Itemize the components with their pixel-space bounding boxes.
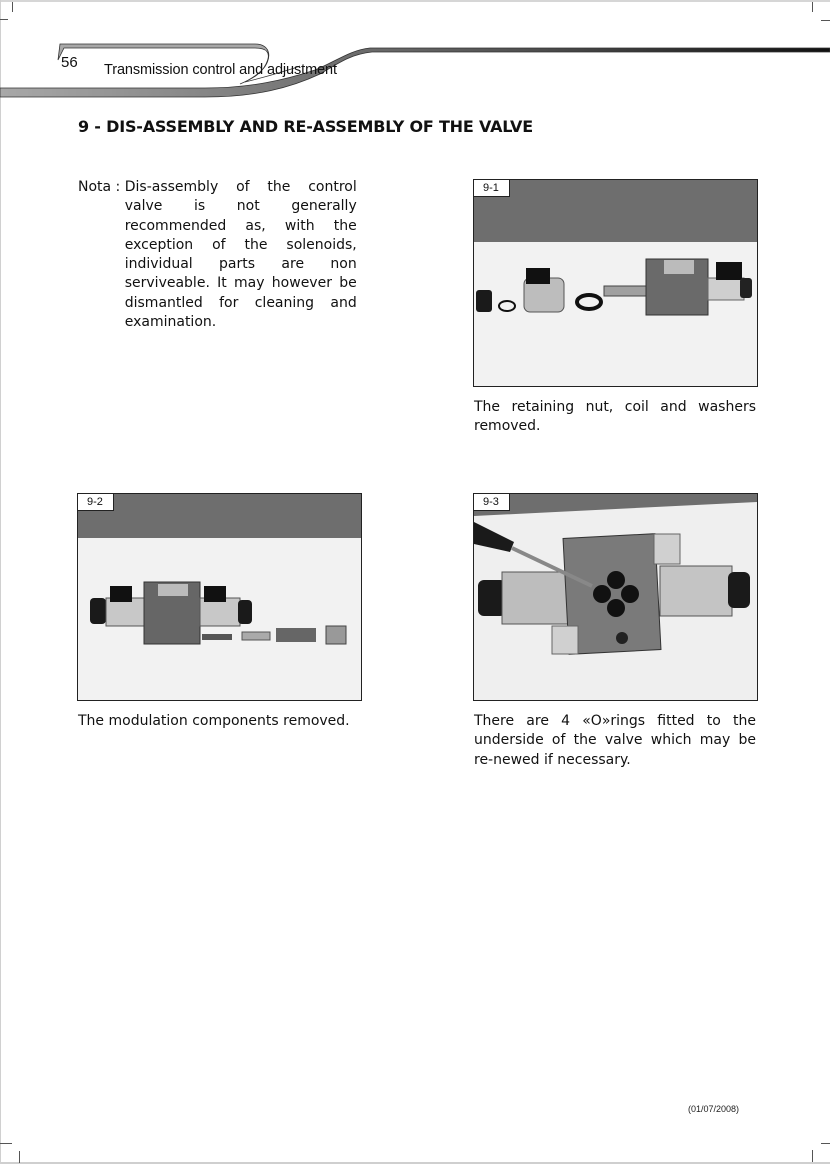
crop-mark-top-left-v: [12, 2, 13, 12]
figure-label: 9-1: [474, 180, 510, 197]
crop-mark-bottom-right-h: [821, 1143, 830, 1144]
figure-9-1-caption: The retaining nut, coil and washers removed.: [474, 399, 756, 435]
figure-9-2: [77, 493, 362, 701]
figure-label: 9-3: [474, 494, 510, 511]
figure-9-2-photo: [78, 494, 361, 700]
note-text: Dis-assembly of the control valve is not generally recommended as, with the exception of the solenoids, individual parts are non serviveable. It may however be dismantled for cleaning and examination.: [124, 179, 357, 331]
figure-9-3: [473, 493, 758, 701]
footer-date: (01/07/2008): [688, 1104, 740, 1114]
note-label: Nota :: [78, 179, 125, 195]
page-left-edge: [0, 0, 1, 1164]
figure-9-1: [473, 179, 758, 387]
crop-mark-top-left-h: [0, 19, 8, 20]
section-heading: 9 - DIS-ASSEMBLY AND RE-ASSEMBLY OF THE VALVE: [78, 117, 533, 136]
crop-mark-bottom-left-h: [0, 1143, 12, 1144]
crop-mark-top-right-v: [812, 2, 813, 12]
crop-mark-top-right-h: [821, 20, 830, 21]
page-number: 56: [61, 54, 78, 71]
figure-9-3-photo: [474, 494, 757, 700]
crop-mark-bottom-right-v: [812, 1150, 813, 1162]
crop-mark-bottom-left-v: [19, 1151, 20, 1163]
figure-label: 9-2: [78, 494, 114, 511]
figure-9-3-caption: There are 4 «O»rings fitted to the underside of the valve which may be re-newed if necessary.: [474, 713, 756, 768]
note-block: [78, 178, 357, 332]
figure-9-1-photo: [474, 180, 757, 386]
figure-9-2-caption: The modulation components removed.: [78, 713, 350, 729]
page-top-edge: [0, 0, 830, 2]
chapter-title: Transmission control and adjustment: [104, 62, 337, 78]
